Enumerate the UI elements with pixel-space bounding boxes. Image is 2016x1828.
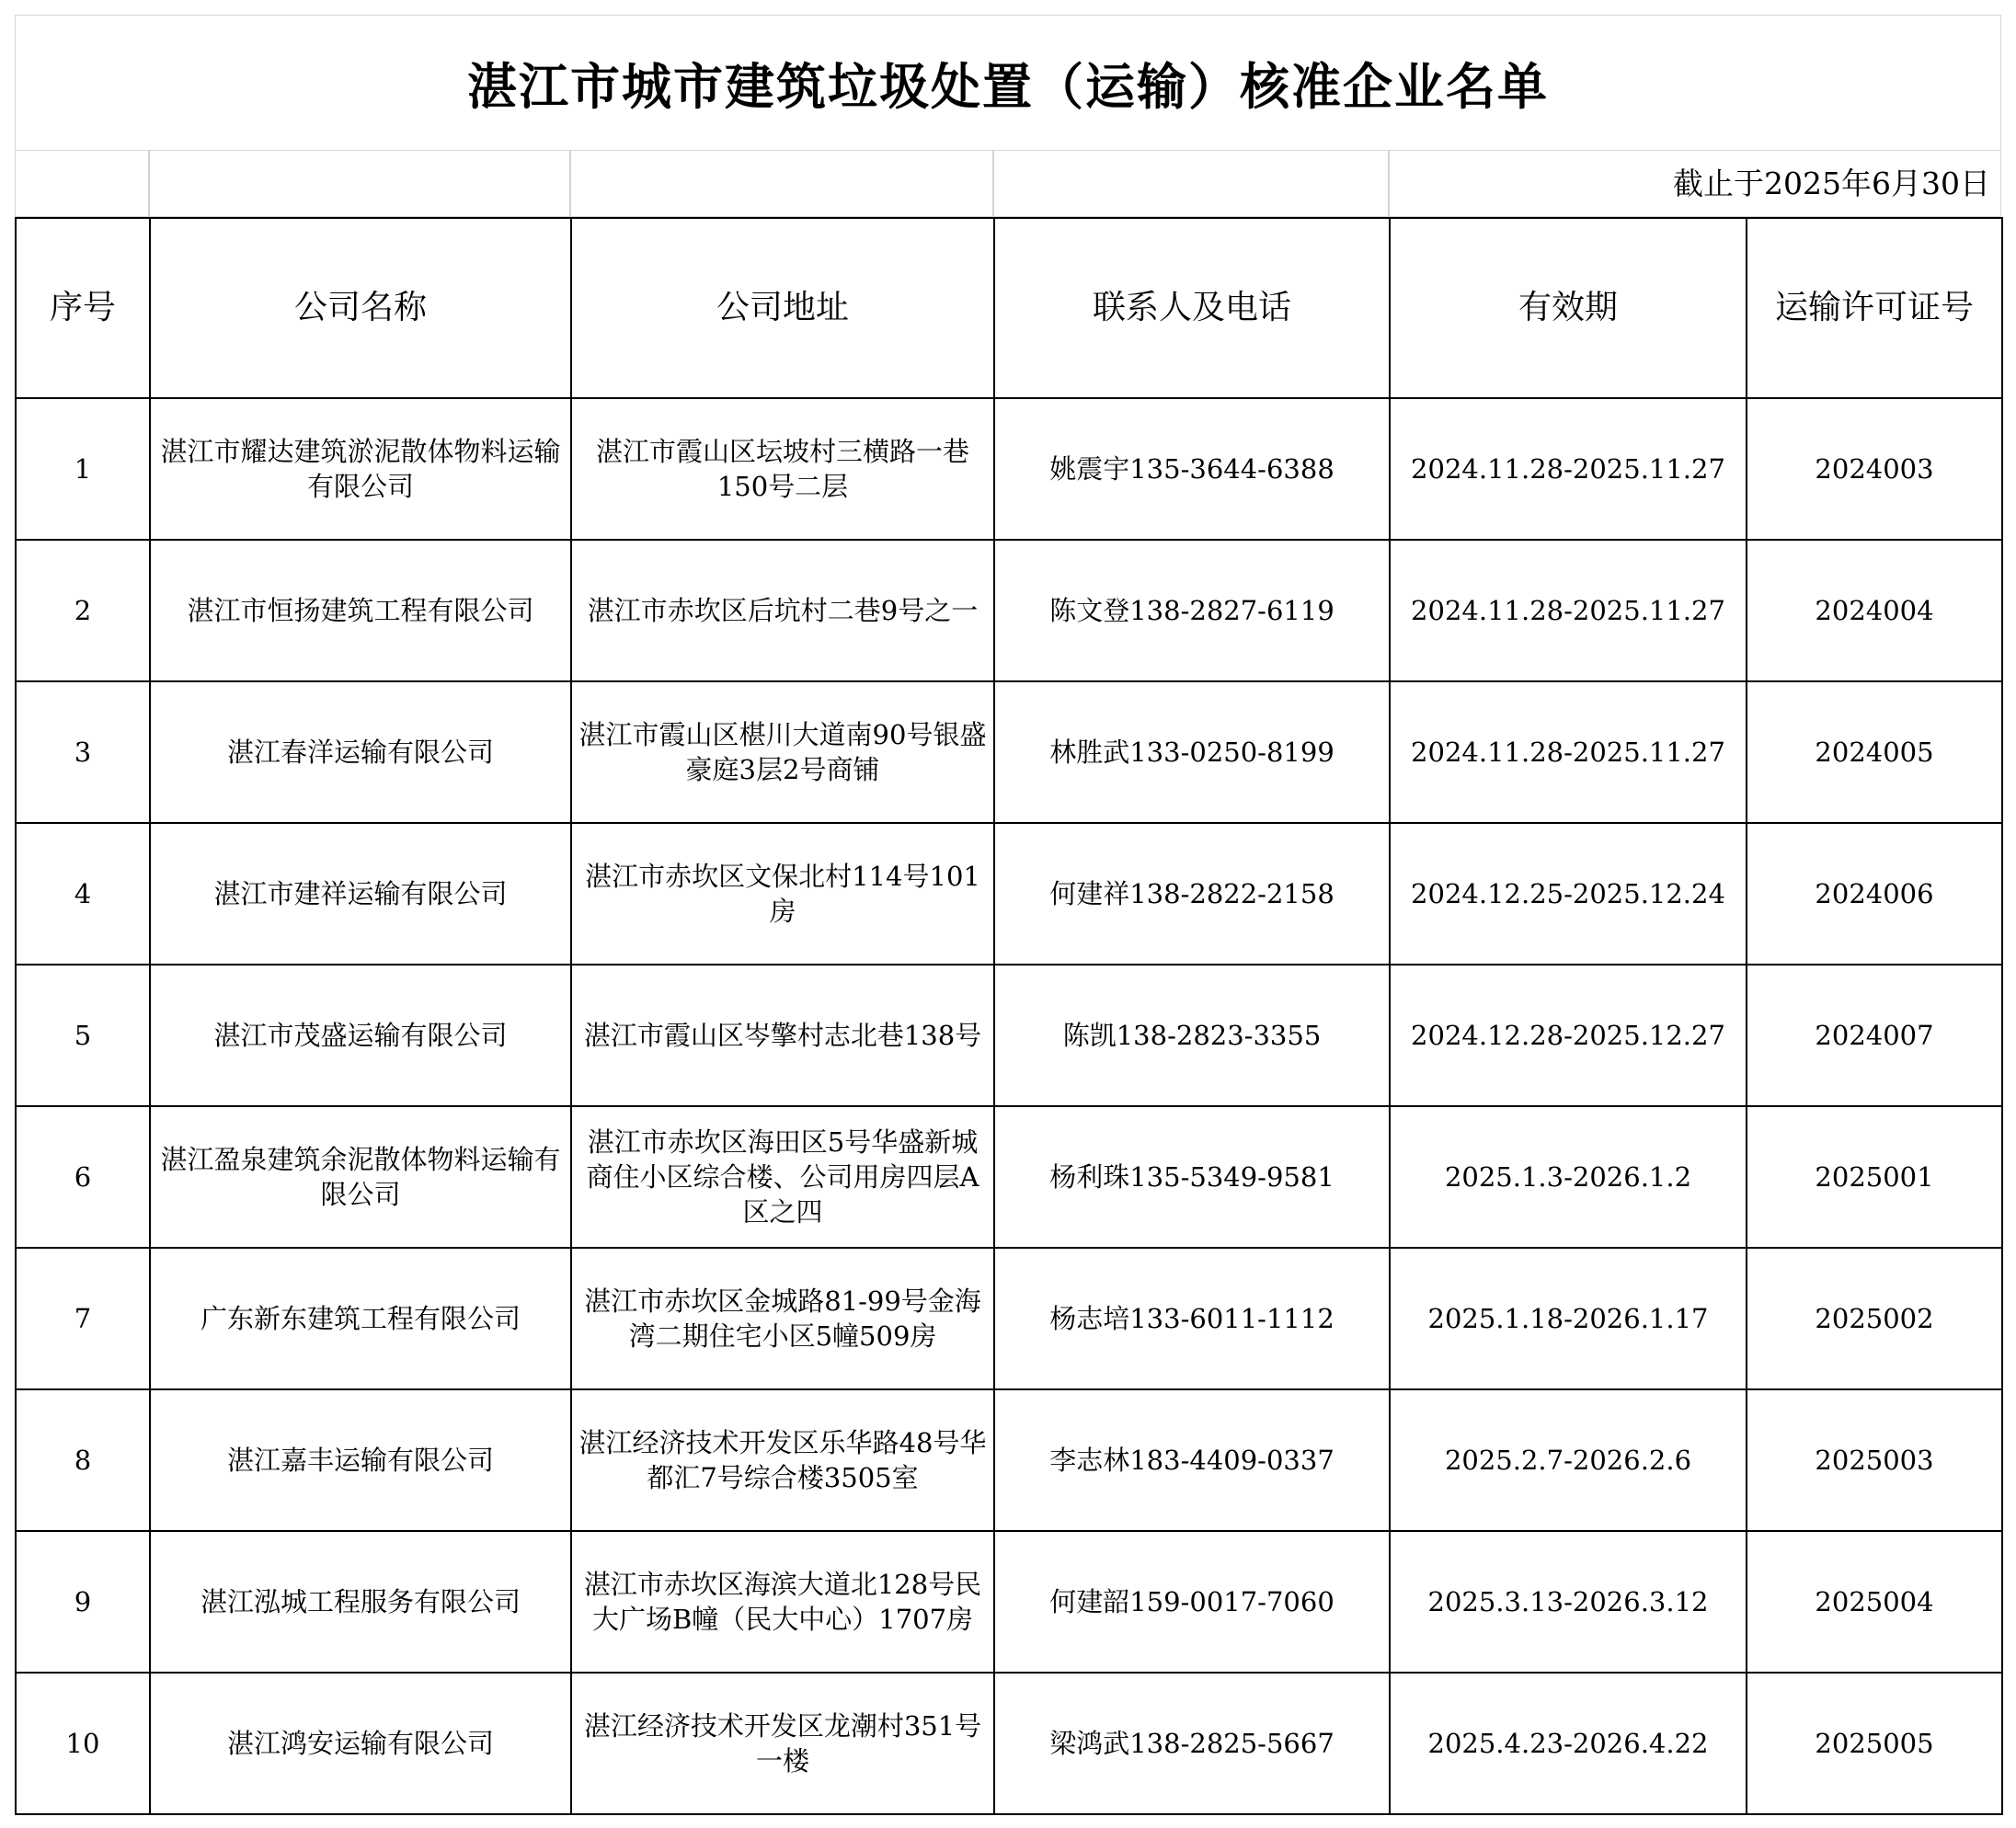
cell-permit: 2024006 [1747, 823, 2002, 965]
cell-address: 湛江经济技术开发区龙潮村351号一楼 [571, 1673, 994, 1814]
table-row [16, 681, 2002, 823]
title-row [15, 15, 2001, 151]
cell-validity: 2024.11.28-2025.11.27 [1390, 540, 1747, 681]
cell-company: 湛江市茂盛运输有限公司 [150, 965, 571, 1106]
empty-cell [149, 151, 570, 217]
cell-address: 湛江市赤坎区金城路81-99号金海湾二期住宅小区5幢509房 [571, 1248, 994, 1389]
cell-address: 湛江市赤坎区海滨大道北128号民大广场B幢（民大中心）1707房 [571, 1531, 994, 1673]
cell-index: 6 [16, 1106, 150, 1248]
header-validity: 有效期 [1390, 218, 1747, 398]
spreadsheet [15, 15, 2001, 1813]
table-row [16, 1106, 2002, 1248]
cell-permit: 2025002 [1747, 1248, 2002, 1389]
cell-company: 湛江泓城工程服务有限公司 [150, 1531, 571, 1673]
cell-permit: 2025003 [1747, 1389, 2002, 1531]
cell-validity: 2025.3.13-2026.3.12 [1390, 1531, 1747, 1673]
header-contact: 联系人及电话 [994, 218, 1390, 398]
cell-validity: 2025.1.3-2026.1.2 [1390, 1106, 1747, 1248]
company-table [15, 217, 2003, 1815]
cell-permit: 2025005 [1747, 1673, 2002, 1814]
table-row [16, 1248, 2002, 1389]
cell-contact: 杨利珠135-5349-9581 [994, 1106, 1390, 1248]
cell-index: 10 [16, 1673, 150, 1814]
cell-company: 湛江嘉丰运输有限公司 [150, 1389, 571, 1531]
table-row [16, 1673, 2002, 1814]
cell-index: 9 [16, 1531, 150, 1673]
cell-contact: 何建韶159-0017-7060 [994, 1531, 1390, 1673]
cell-contact: 陈凯138-2823-3355 [994, 965, 1390, 1106]
cell-permit: 2024007 [1747, 965, 2002, 1106]
table-row [16, 823, 2002, 965]
empty-cell [15, 151, 149, 217]
as-of-date: 截止于2025年6月30日 [1673, 166, 1990, 201]
cell-contact: 陈文登138-2827-6119 [994, 540, 1390, 681]
table-row [16, 540, 2002, 681]
table-row [16, 1531, 2002, 1673]
cell-contact: 林胜武133-0250-8199 [994, 681, 1390, 823]
cell-validity: 2024.11.28-2025.11.27 [1390, 398, 1747, 540]
cell-index: 7 [16, 1248, 150, 1389]
cell-address: 湛江市霞山区坛坡村三横路一巷150号二层 [571, 398, 994, 540]
cell-permit: 2024005 [1747, 681, 2002, 823]
cell-index: 5 [16, 965, 150, 1106]
empty-cell [993, 151, 1389, 217]
empty-cell [570, 151, 993, 217]
cell-address: 湛江市赤坎区海田区5号华盛新城商住小区综合楼、公司用房四层A区之四 [571, 1106, 994, 1248]
cell-permit: 2024004 [1747, 540, 2002, 681]
cell-company: 湛江春洋运输有限公司 [150, 681, 571, 823]
header-company: 公司名称 [150, 218, 571, 398]
header-address: 公司地址 [571, 218, 994, 398]
cell-index: 8 [16, 1389, 150, 1531]
cell-validity: 2024.11.28-2025.11.27 [1390, 681, 1747, 823]
table-header-row [16, 218, 2002, 398]
table-row [16, 398, 2002, 540]
cell-index: 1 [16, 398, 150, 540]
cell-address: 湛江市霞山区椹川大道南90号银盛豪庭3层2号商铺 [571, 681, 994, 823]
cell-validity: 2024.12.28-2025.12.27 [1390, 965, 1747, 1106]
cell-address: 湛江市赤坎区后坑村二巷9号之一 [571, 540, 994, 681]
page-title: 湛江市城市建筑垃圾处置（运输）核准企业名单 [467, 57, 1549, 116]
cell-permit: 2024003 [1747, 398, 2002, 540]
cell-company: 湛江市建祥运输有限公司 [150, 823, 571, 965]
cell-contact: 梁鸿武138-2825-5667 [994, 1673, 1390, 1814]
table-row [16, 965, 2002, 1106]
header-index: 序号 [16, 218, 150, 398]
cell-validity: 2025.2.7-2026.2.6 [1390, 1389, 1747, 1531]
cell-company: 湛江鸿安运输有限公司 [150, 1673, 571, 1814]
cell-index: 4 [16, 823, 150, 965]
cell-permit: 2025004 [1747, 1531, 2002, 1673]
cell-contact: 李志林183-4409-0337 [994, 1389, 1390, 1531]
date-row [15, 151, 2001, 217]
cell-address: 湛江市霞山区岑擎村志北巷138号 [571, 965, 994, 1106]
cell-company: 湛江市恒扬建筑工程有限公司 [150, 540, 571, 681]
cell-validity: 2025.4.23-2026.4.22 [1390, 1673, 1747, 1814]
cell-index: 3 [16, 681, 150, 823]
cell-index: 2 [16, 540, 150, 681]
cell-address: 湛江经济技术开发区乐华路48号华都汇7号综合楼3505室 [571, 1389, 994, 1531]
header-permit: 运输许可证号 [1747, 218, 2002, 398]
cell-company: 广东新东建筑工程有限公司 [150, 1248, 571, 1389]
cell-validity: 2025.1.18-2026.1.17 [1390, 1248, 1747, 1389]
cell-address: 湛江市赤坎区文保北村114号101房 [571, 823, 994, 965]
cell-company: 湛江盈泉建筑余泥散体物料运输有限公司 [150, 1106, 571, 1248]
cell-company: 湛江市耀达建筑淤泥散体物料运输有限公司 [150, 398, 571, 540]
cell-permit: 2025001 [1747, 1106, 2002, 1248]
cell-validity: 2024.12.25-2025.12.24 [1390, 823, 1747, 965]
cell-contact: 何建祥138-2822-2158 [994, 823, 1390, 965]
cell-contact: 姚震宇135-3644-6388 [994, 398, 1390, 540]
cell-contact: 杨志培133-6011-1112 [994, 1248, 1390, 1389]
table-row [16, 1389, 2002, 1531]
